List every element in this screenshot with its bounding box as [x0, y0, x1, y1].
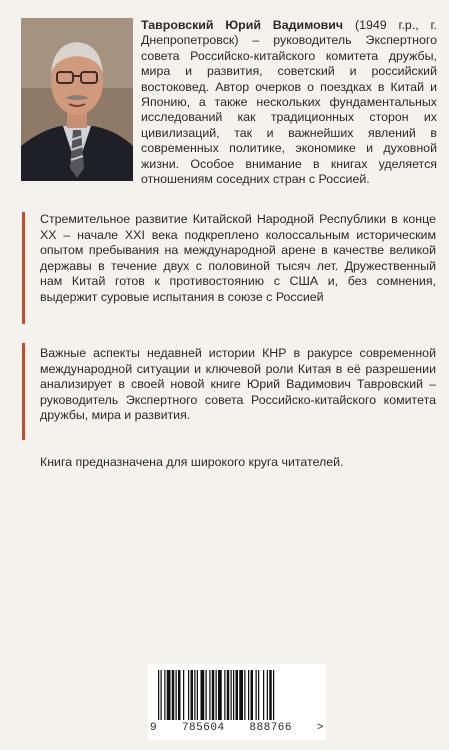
isbn-barcode	[148, 664, 326, 740]
isbn-digits	[150, 722, 324, 734]
accent-bar	[22, 212, 25, 324]
author-photo	[21, 18, 133, 181]
audience-note: Книга предназначена для широкого круга читателей.	[40, 455, 344, 469]
author-bio-text: (1949 г.р., г. Днепропетровск) – руководитель Экспертного совета Российско-китайского комитета дружбы, мира и развития, советский и российский востоковед. Автор очерков о поездках в Китай и Японию, а также нескольких фундаментальных исследований как традиционных сторон их цивилизаций, так и важнейших явлений в современных политике, экономике и духовной жизни. Особое внимание в книгах уделяется отношениям соседних стран с Россией.	[141, 18, 437, 187]
author-bio	[141, 18, 437, 187]
isbn-end-mark: >	[316, 722, 324, 734]
isbn-first-digit: 9	[150, 722, 158, 734]
accent-bar	[22, 343, 25, 440]
isbn-group-2: 888766	[249, 722, 293, 734]
barcode-bars	[154, 670, 320, 722]
description-paragraph-1: Стремительное развитие Китайской Народной Республики в конце XX – начале XXI века подкреплено колоссальным историческим опытом пребывания на международной арене в качестве великой державы в течение двух с половиной тысяч лет. Дружественный нам Китай готов к противостоянию с США и, без сомнения, выдержит суровые испытания в союзе с Россией	[40, 212, 436, 304]
isbn-group-1: 785604	[181, 722, 225, 734]
author-name: Тавровский Юрий Вадимович	[141, 18, 344, 32]
description-paragraph-2: Важные аспекты недавней истории КНР в ракурсе современной международной ситуации и ключевой роли Китая в её разрешении анализирует в своей новой книге Юрий Вадимович Тавровский – руководитель Экспертного совета Российско-китайского комитета дружбы, мира и развития.	[40, 346, 436, 423]
